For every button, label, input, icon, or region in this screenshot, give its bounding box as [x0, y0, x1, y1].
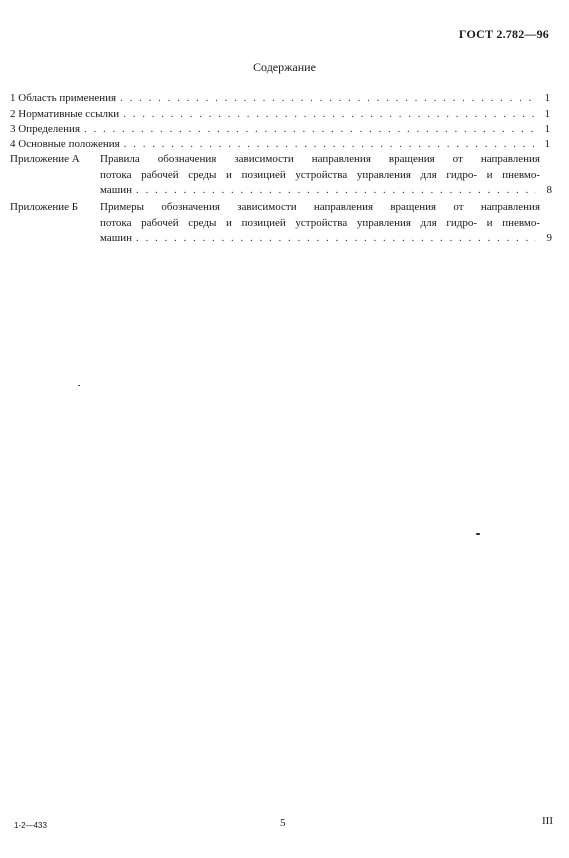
- print-code: 1-2—433: [14, 821, 47, 830]
- toc-appendix[interactable]: [10, 200, 552, 248]
- document-code: ГОСТ 2.782—96: [458, 27, 549, 41]
- appendix-prefix: Приложение А: [10, 153, 80, 165]
- leader-dots: [120, 91, 534, 106]
- toc-title: Содержание: [253, 60, 316, 74]
- toc-appendix[interactable]: [10, 152, 552, 200]
- appendix-title: [100, 152, 552, 199]
- appendix-title: [100, 200, 552, 247]
- leader-dots: [84, 122, 534, 137]
- appendix-title-line: потока рабочей среды и позицией устройства управления для гидро- и пневмо-: [100, 216, 540, 229]
- leader-dots: [136, 183, 536, 199]
- roman-page-number: III: [542, 815, 553, 827]
- toc-item[interactable]: [10, 107, 550, 122]
- page-number: 5: [280, 817, 286, 829]
- appendix-title-line: Примеры обозначения зависимости направления вращения от направления: [100, 201, 540, 213]
- toc-item[interactable]: [10, 122, 550, 137]
- toc-item-page: 1: [544, 138, 550, 150]
- toc-item-label: 2 Нормативные ссылки: [10, 108, 120, 120]
- toc-item-page: 1: [544, 92, 550, 104]
- appendix-title-line: Правила обозначения зависимости направления вращения от направления: [100, 153, 540, 165]
- scan-speck: [476, 533, 480, 535]
- toc-item-label: 3 Определения: [10, 123, 81, 135]
- appendix-title-line: потока рабочей среды и позицией устройства управления для гидро- и пневмо-: [100, 168, 540, 181]
- appendix-title-line: машин: [100, 184, 133, 196]
- toc-item-page: 1: [544, 123, 550, 135]
- appendix-title-line: машин: [100, 232, 133, 244]
- leader-dots: [124, 137, 534, 152]
- appendix-page: 8: [546, 184, 552, 196]
- leader-dots: [136, 231, 536, 247]
- toc-item-label: 1 Область применения: [10, 92, 117, 104]
- leader-dots: [123, 107, 534, 122]
- appendix-last-line: [100, 231, 552, 247]
- scan-speck: [78, 385, 80, 386]
- toc-item-page: 1: [544, 108, 550, 120]
- toc-item[interactable]: [10, 91, 550, 106]
- toc-item[interactable]: [10, 137, 550, 152]
- appendix-page: 9: [546, 232, 552, 244]
- appendix-last-line: [100, 183, 552, 199]
- toc-item-label: 4 Основные положения: [10, 138, 120, 150]
- appendix-prefix: Приложение Б: [10, 201, 79, 213]
